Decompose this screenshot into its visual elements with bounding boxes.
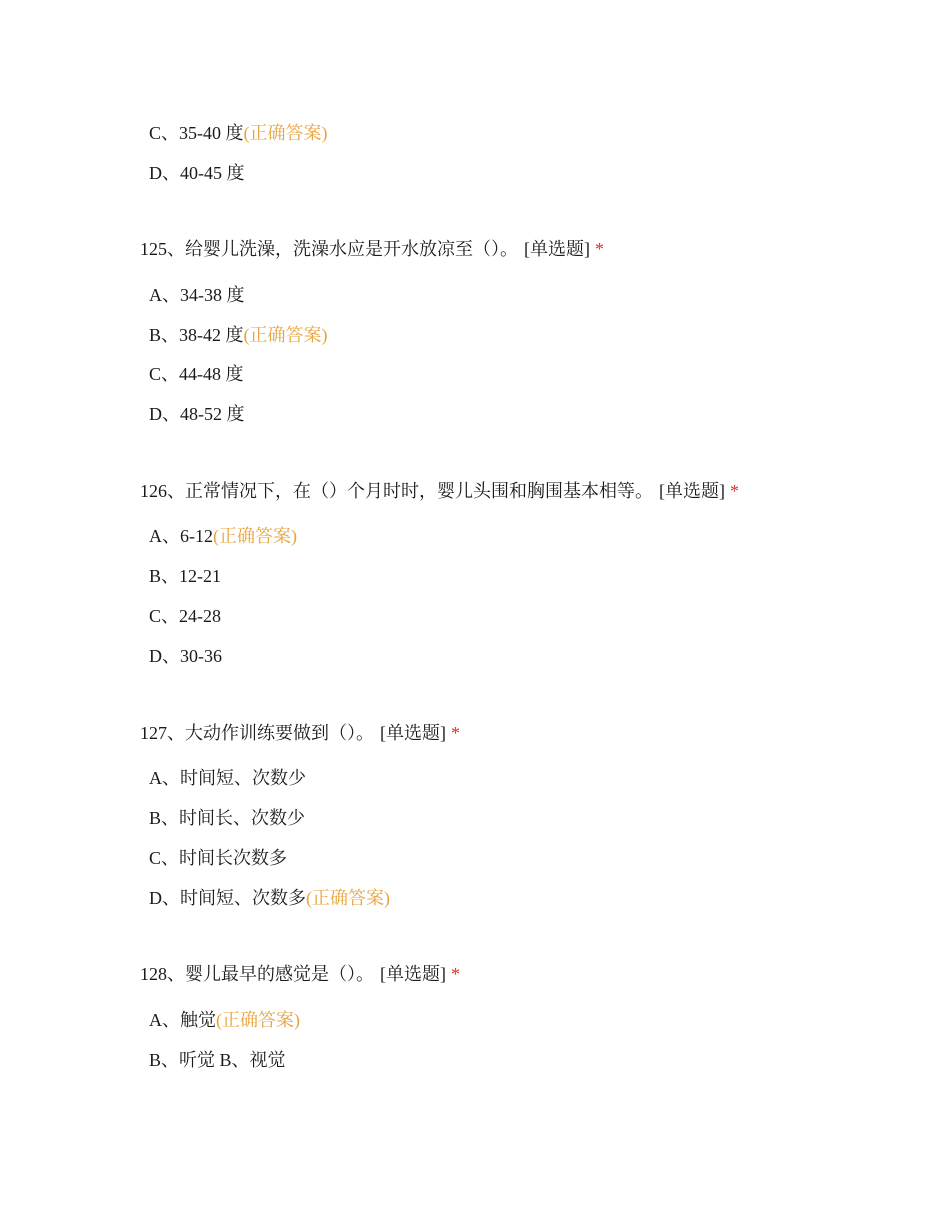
option-text: B、12-21 (149, 566, 221, 586)
option-c (149, 604, 221, 628)
option-d (149, 402, 245, 426)
question-text: 126、正常情况下，在（）个月时时，婴儿头围和胸围基本相等。 (140, 481, 653, 501)
option-text: B、听觉 B、视觉 (149, 1050, 286, 1070)
option-text: C、24-28 (149, 606, 221, 626)
correct-answer-tag: (正确答案) (243, 325, 328, 345)
option-text: D、时间短、次数多 (149, 888, 306, 908)
option-b (149, 806, 305, 830)
question-title (140, 721, 460, 745)
option-text: B、时间长、次数少 (149, 808, 306, 828)
option-text: A、触觉 (149, 1010, 216, 1030)
option-a (149, 283, 245, 307)
option-c (149, 846, 287, 870)
option-d (149, 644, 222, 668)
option-text: B、38-42 度 (149, 325, 244, 345)
option-text: C、时间长次数多 (149, 848, 288, 868)
option-d (149, 161, 245, 185)
option-b (149, 564, 221, 588)
option-text: D、48-52 度 (149, 404, 245, 424)
correct-answer-tag: (正确答案) (306, 888, 390, 908)
option-b (149, 1048, 286, 1072)
question-title (140, 479, 739, 503)
option-text: A、时间短、次数少 (149, 768, 306, 788)
option-text: A、6-12 (149, 526, 213, 546)
question-type: [单选题] (380, 964, 446, 984)
option-b (149, 323, 328, 347)
question-text: 128、婴儿最早的感觉是（）。 (140, 964, 374, 984)
required-mark: * (451, 964, 460, 984)
question-text: 125、给婴儿洗澡，洗澡水应是开水放凉至（）。 (140, 239, 518, 259)
question-title (140, 962, 460, 986)
option-text: D、40-45 度 (149, 163, 245, 183)
question-type: [单选题] (524, 239, 590, 259)
question-type: [单选题] (659, 481, 725, 501)
option-text: C、35-40 度 (149, 123, 244, 143)
option-text: A、34-38 度 (149, 285, 245, 305)
question-title (140, 237, 604, 261)
option-a (149, 766, 306, 790)
required-mark: * (451, 723, 460, 743)
correct-answer-tag: (正确答案) (216, 1010, 300, 1030)
correct-answer-tag: (正确答案) (243, 123, 328, 143)
option-a (149, 1008, 300, 1032)
required-mark: * (730, 481, 739, 501)
correct-answer-tag: (正确答案) (213, 526, 297, 546)
question-text: 127、大动作训练要做到（）。 (140, 723, 374, 743)
option-c (149, 362, 244, 386)
option-c (149, 121, 328, 145)
option-d (149, 886, 390, 910)
option-a (149, 524, 297, 548)
option-text: C、44-48 度 (149, 364, 244, 384)
option-text: D、30-36 (149, 646, 222, 666)
question-type: [单选题] (380, 723, 446, 743)
required-mark: * (595, 239, 604, 259)
